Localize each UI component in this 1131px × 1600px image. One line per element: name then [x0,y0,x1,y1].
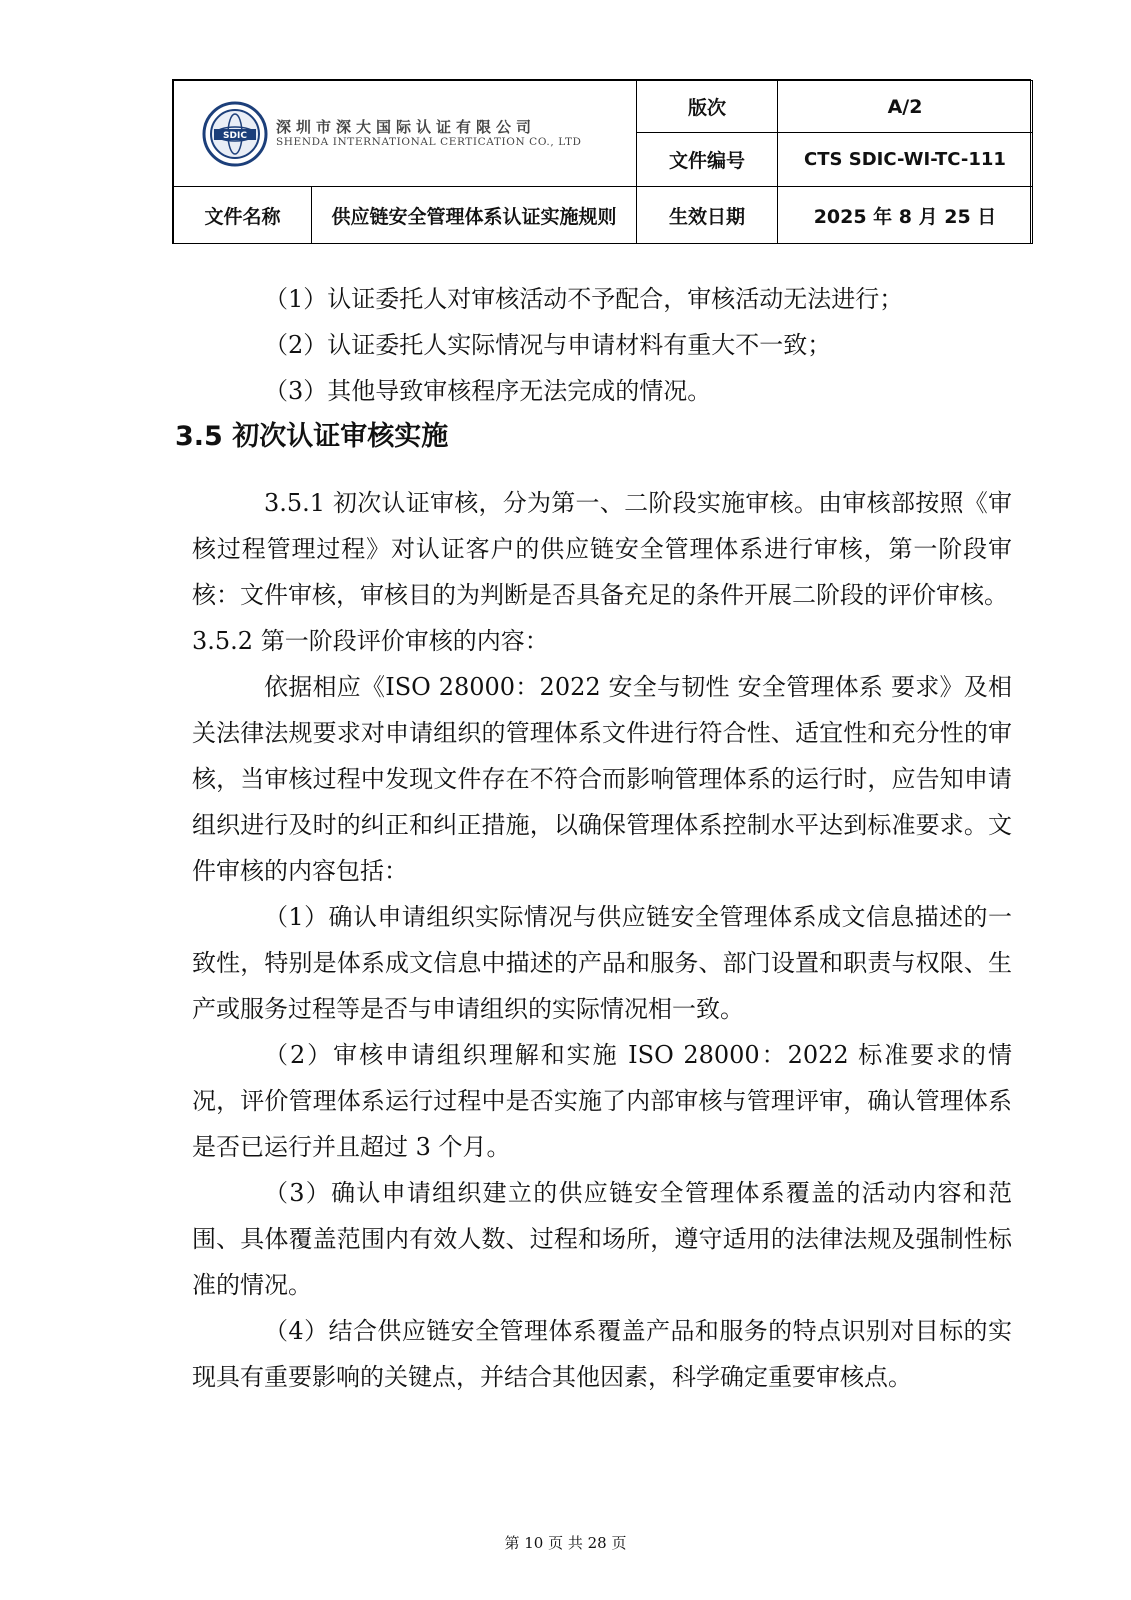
document-body [175,276,1012,1400]
version-value: A/2 [778,81,1033,133]
paragraph-3-5-2-body: 依据相应《ISO 28000：2022 安全与韧性 安全管理体系 要求》及相关法律法规要求对申请组织的管理体系文件进行符合性、适宜性和充分性的审核，当审核过程中发现文件存在不符合而影响管理体系的运行时，应告知申请组织进行及时的纠正和纠正措施，以确保管理体系控制水平达到标准要求。文件审核的内容包括： [192,673,1012,885]
doc-number-label: 文件编号 [637,133,778,187]
content-item: （4）结合供应链安全管理体系覆盖产品和服务的特点识别对目标的实现具有重要影响的关键点，并结合其他因素，科学确定重要审核点。 [192,1317,1012,1391]
doc-name-label: 文件名称 [174,187,312,244]
doc-number-value: CTS SDIC-WI-TC-111 [778,133,1033,187]
list-item: （1）认证委托人对审核活动不予配合，审核活动无法进行； [264,285,904,313]
list-item: （2）认证委托人实际情况与申请材料有重大不一致； [264,331,832,359]
company-name-en: SHENDA INTERNATIONAL CERTICATION CO., LTD [276,136,582,149]
logo-text: SDIC [223,130,247,141]
version-label: 版次 [637,81,778,133]
paragraph-3-5-1: 3.5.1 初次认证审核，分为第一、二阶段实施审核。由审核部按照《审核过程管理过程》对认证客户的供应链安全管理体系进行审核，第一阶段审核：文件审核，审核目的为判断是否具备充足的条件开展二阶段的评价审核。 [192,489,1012,609]
company-name-cn: 深圳市深大国际认证有限公司 [276,117,537,136]
content-item: （1）确认申请组织实际情况与供应链安全管理体系成文信息描述的一致性，特别是体系成文信息中描述的产品和服务、部门设置和职责与权限、生产或服务过程等是否与申请组织的实际情况相一致。 [192,903,1012,1023]
section-heading: 3.5 初次认证审核实施 [175,421,449,452]
company-logo-block [174,81,637,187]
content-item: （2）审核申请组织理解和实施 ISO 28000：2022 标准要求的情况，评价管理体系运行过程中是否实施了内部审核与管理评审，确认管理体系是否已运行并且超过 3 个月。 [192,1041,1012,1161]
company-logo-icon [202,101,268,167]
effective-date-value: 2025 年 8 月 25 日 [778,187,1033,244]
paragraph-3-5-2-title: 3.5.2 第一阶段评价审核的内容： [192,627,549,655]
list-item: （3）其他导致审核程序无法完成的情况。 [264,377,712,405]
content-item: （3）确认申请组织建立的供应链安全管理体系覆盖的活动内容和范围、具体覆盖范围内有效人数、过程和场所，遵守适用的法律法规及强制性标准的情况。 [192,1179,1012,1299]
effective-date-label: 生效日期 [637,187,778,244]
document-header-table [172,79,1031,244]
page-number: 第 10 页 共 28 页 [504,1534,627,1552]
doc-name-value: 供应链安全管理体系认证实施规则 [312,187,637,244]
